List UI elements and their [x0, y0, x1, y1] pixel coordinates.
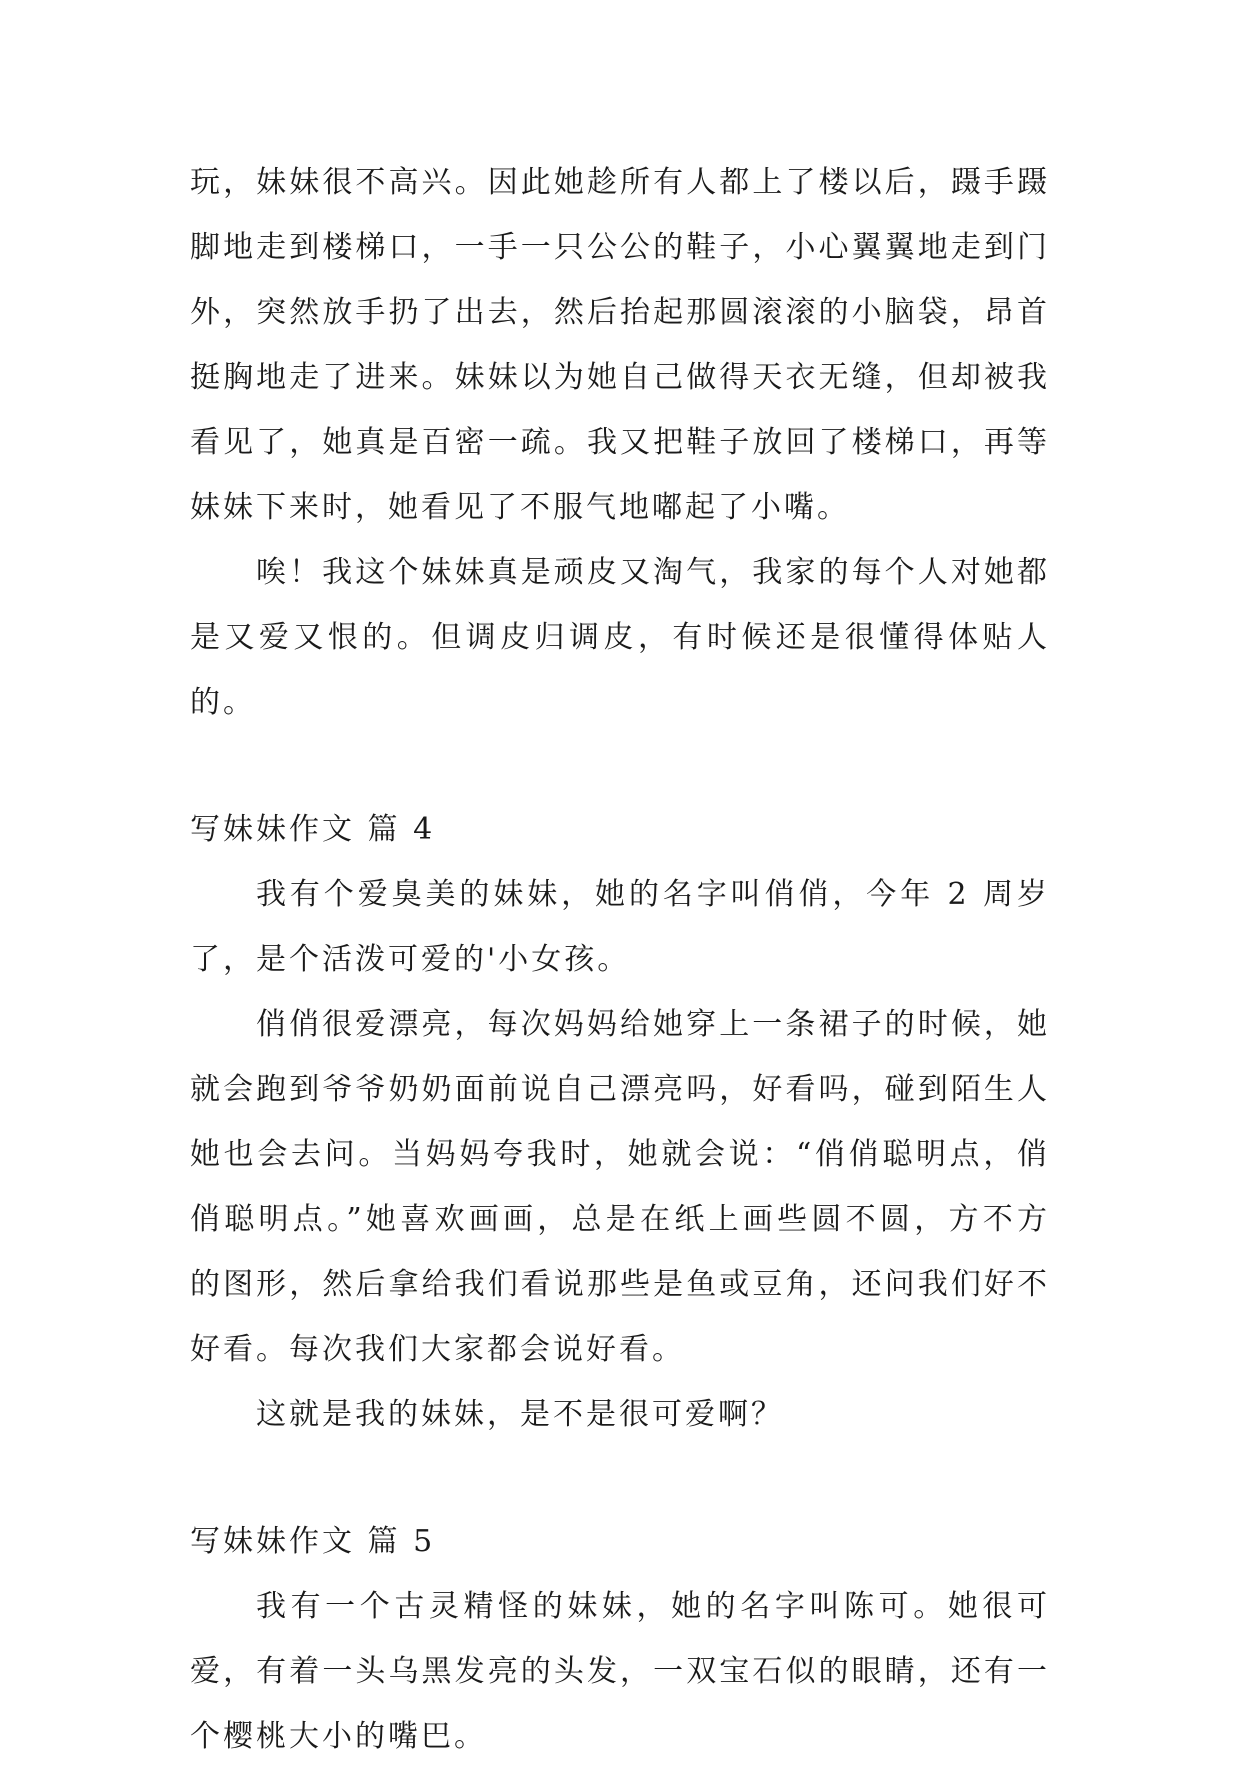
section-4-paragraph-1: 我有个爱臭美的妹妹，她的名字叫俏俏，今年 2 周岁了，是个活泼可爱的'小女孩。: [190, 877, 1050, 977]
document-body: [190, 150, 1050, 1769]
section-5-paragraph-1: 我有一个古灵精怪的妹妹，她的名字叫陈可。她很可爱，有着一头乌黑发亮的头发，一双宝石似的眼睛，还有一个樱桃大小的嘴巴。: [190, 1589, 1050, 1754]
section-4-paragraph-3: 这就是我的妹妹，是不是很可爱啊？: [256, 1397, 784, 1432]
section-4-paragraph-2: 俏俏很爱漂亮，每次妈妈给她穿上一条裙子的时候，她就会跑到爷爷奶奶面前说自己漂亮吗，好看吗，碰到陌生人她也会去问。当妈妈夸我时，她就会说：“俏俏聪明点，俏俏聪明点。”她喜欢画画，总是在纸上画些圆不圆，方不方的图形，然后拿给我们看说那些是鱼或豆角，还问我们好不好看。每次我们大家都会说好看。: [190, 1007, 1050, 1367]
section-4-heading: 写妹妹作文 篇 4: [190, 812, 436, 847]
intro-paragraph-1: 玩，妹妹很不高兴。因此她趁所有人都上了楼以后，蹑手蹑脚地走到楼梯口，一手一只公公的鞋子，小心翼翼地走到门外，突然放手扔了出去，然后抬起那圆滚滚的小脑袋，昂首挺胸地走了进来。妹妹以为她自己做得天衣无缝，但却被我看见了，她真是百密一疏。我又把鞋子放回了楼梯口，再等妹妹下来时，她看见了不服气地嘟起了小嘴。: [190, 165, 1050, 525]
section-5-heading: 写妹妹作文 篇 5: [190, 1524, 436, 1559]
intro-paragraph-2: 唉！我这个妹妹真是顽皮又淘气，我家的每个人对她都是又爱又恨的。但调皮归调皮，有时候还是很懂得体贴人的。: [190, 555, 1050, 720]
